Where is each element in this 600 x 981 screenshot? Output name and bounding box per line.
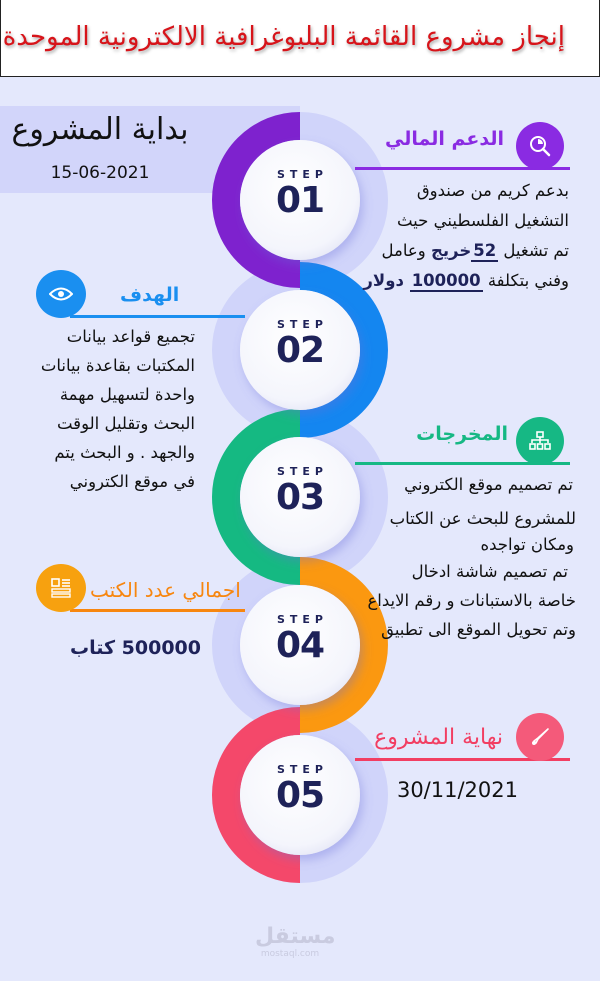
funding-icon-badge: [516, 122, 564, 170]
end-date: 30/11/2021: [396, 778, 518, 802]
goal-divider: [70, 315, 245, 318]
goal-text: [0, 322, 195, 496]
goal-line-2: المكتبات بقاعدة بيانات: [40, 356, 195, 375]
funding-line-4: [363, 266, 569, 296]
start-title: بداية المشروع: [11, 112, 189, 147]
text-span: وفني بتكلفة: [482, 271, 569, 290]
pen-icon: [530, 727, 550, 747]
step-05: [240, 763, 360, 816]
outputs-line-3: ومكان تواجده: [480, 535, 574, 554]
goal-line-6: في موقع الكتروني: [69, 472, 195, 491]
goal-line-4: البحث وتقليل الوقت: [56, 414, 195, 433]
step-word: STEP: [276, 613, 328, 626]
step-number: 05: [275, 775, 325, 816]
step-word: STEP: [276, 465, 328, 478]
page-title: إنجاز مشروع القائمة البليوغرافية الالكترونية الموحدة: [2, 22, 565, 52]
goal-line-3: واحدة لتسهيل مهمة: [59, 385, 195, 404]
step-04: [240, 613, 360, 666]
end-icon-badge: [516, 713, 564, 761]
step-number: 03: [275, 477, 325, 518]
step-03: [240, 465, 360, 518]
step-number: 01: [275, 180, 325, 221]
outputs-title: المخرجات: [416, 423, 508, 445]
goal-line-1: تجميع قواعد بيانات: [66, 327, 195, 346]
graduates-count: 52: [473, 241, 497, 260]
currency-word: دولار: [363, 271, 410, 290]
outputs-icon-badge: [516, 417, 564, 465]
funding-line-1: بدعم كريم من صندوق: [416, 181, 569, 200]
outputs-line-5: خاصة بالاستبانات و رقم الايداع: [367, 591, 576, 610]
step-word: STEP: [276, 763, 328, 776]
outputs-line-1: تم تصميم موقع الكتروني: [404, 475, 573, 494]
outputs-line-2: للمشروع للبحث عن الكتاب: [389, 509, 576, 528]
funding-line-3: [363, 236, 569, 266]
cost-amount: 100000: [411, 271, 481, 290]
goal-icon-badge: [36, 270, 86, 318]
end-title: نهاية المشروع: [374, 725, 503, 750]
text-span: وعامل: [381, 241, 431, 260]
step-number: 04: [275, 625, 325, 666]
step-word: STEP: [276, 318, 328, 331]
text-span: تم تشغيل: [498, 241, 569, 260]
funding-text: [363, 176, 569, 296]
books-divider: [70, 609, 245, 612]
goal-line-5: والجهد . و البحث يتم: [54, 443, 195, 462]
books-icon-badge: [36, 564, 86, 612]
eye-icon: [49, 286, 73, 302]
layout-list-icon: [50, 578, 72, 598]
outputs-text: [367, 470, 576, 644]
outputs-line-4: تم تصميم شاشة ادخال: [411, 562, 568, 581]
search-chart-icon: [528, 134, 552, 158]
books-total: 500000 كتاب: [70, 637, 201, 659]
outputs-line-6: وتم تحويل الموقع الى تطبيق: [381, 620, 576, 639]
step-number: 02: [275, 330, 325, 371]
graduates-word: خريج: [430, 241, 472, 260]
books-title: اجمالي عدد الكتب: [90, 578, 241, 602]
mostaql-watermark: [255, 924, 336, 959]
sitemap-icon: [529, 431, 551, 451]
watermark-latin: mostaql.com: [260, 949, 320, 959]
step-word: STEP: [276, 168, 328, 181]
goal-title: الهدف: [120, 284, 180, 306]
funding-title: الدعم المالي: [385, 128, 504, 150]
step-02: [240, 318, 360, 371]
start-date: 15-06-2021: [50, 163, 150, 183]
watermark-arabic: مستقل: [255, 924, 336, 949]
step-01: [240, 168, 360, 221]
funding-line-2: التشغيل الفلسطيني حيث: [396, 211, 569, 230]
